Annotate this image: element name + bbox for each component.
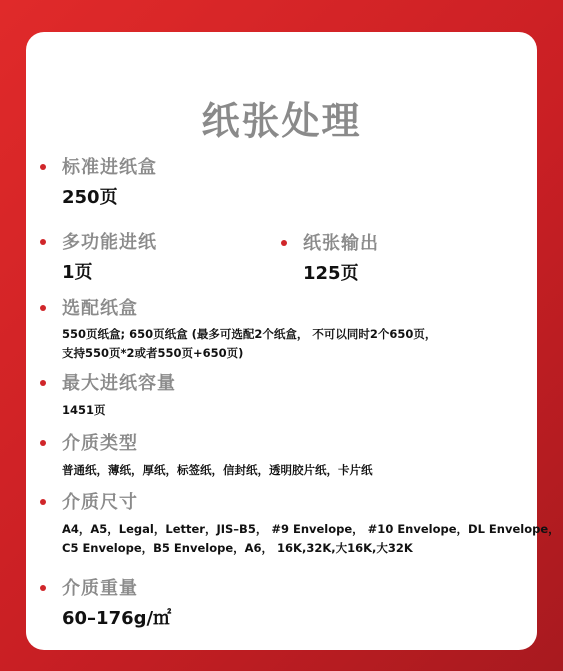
standard-tray-value: 250页 <box>62 187 118 208</box>
standard-tray-section <box>62 157 157 209</box>
multi-feed-value: 1页 <box>62 262 93 283</box>
multi-feed-label: 多功能进纸 <box>62 232 157 253</box>
bullet-icon <box>40 499 46 505</box>
bullet-icon <box>281 240 287 246</box>
bullet-icon <box>40 239 46 245</box>
bullet-icon <box>40 380 46 386</box>
optional-tray-line-1: 550页纸盒; 650页纸盒 (最多可选配2个纸盒， 不可以同时2个650页， <box>62 327 437 341</box>
bullet-icon <box>40 585 46 591</box>
media-size-line-1: A4，A5，Legal，Letter，JIS–B5， #9 Envelope， #10 Envelope，DL Envelope， <box>62 522 560 536</box>
media-size-text <box>62 520 560 558</box>
media-weight-label: 介质重量 <box>62 578 138 599</box>
media-type-label: 介质类型 <box>62 433 138 454</box>
media-size-label: 介质尺寸 <box>62 492 138 513</box>
media-weight-section <box>62 578 171 630</box>
multi-feed-section <box>62 232 157 284</box>
optional-tray-line-2: 支持550页*2或者550页+650页) <box>62 346 244 360</box>
max-capacity-value: 1451页 <box>62 403 106 417</box>
max-capacity-section <box>62 373 176 420</box>
bullet-icon <box>40 440 46 446</box>
max-capacity-label: 最大进纸容量 <box>62 373 176 394</box>
standard-tray-label: 标准进纸盒 <box>62 157 157 178</box>
optional-tray-section <box>62 298 436 363</box>
output-value: 125页 <box>303 263 359 284</box>
output-section <box>303 233 379 285</box>
output-label: 纸张输出 <box>303 233 379 254</box>
bullet-icon <box>40 305 46 311</box>
page-title: 纸张处理 <box>201 99 362 143</box>
optional-tray-label: 选配纸盒 <box>62 298 138 319</box>
media-type-section <box>62 433 373 480</box>
bullet-icon <box>40 164 46 170</box>
media-size-section <box>62 492 560 558</box>
media-weight-value: 60–176g/㎡ <box>62 608 172 629</box>
media-type-value: 普通纸，薄纸，厚纸，标签纸，信封纸，透明胶片纸，卡片纸 <box>62 463 373 477</box>
optional-tray-text <box>62 325 436 363</box>
media-size-line-2: C5 Envelope，B5 Envelope，A6， 16K,32K,大16K,大32K <box>62 541 413 555</box>
